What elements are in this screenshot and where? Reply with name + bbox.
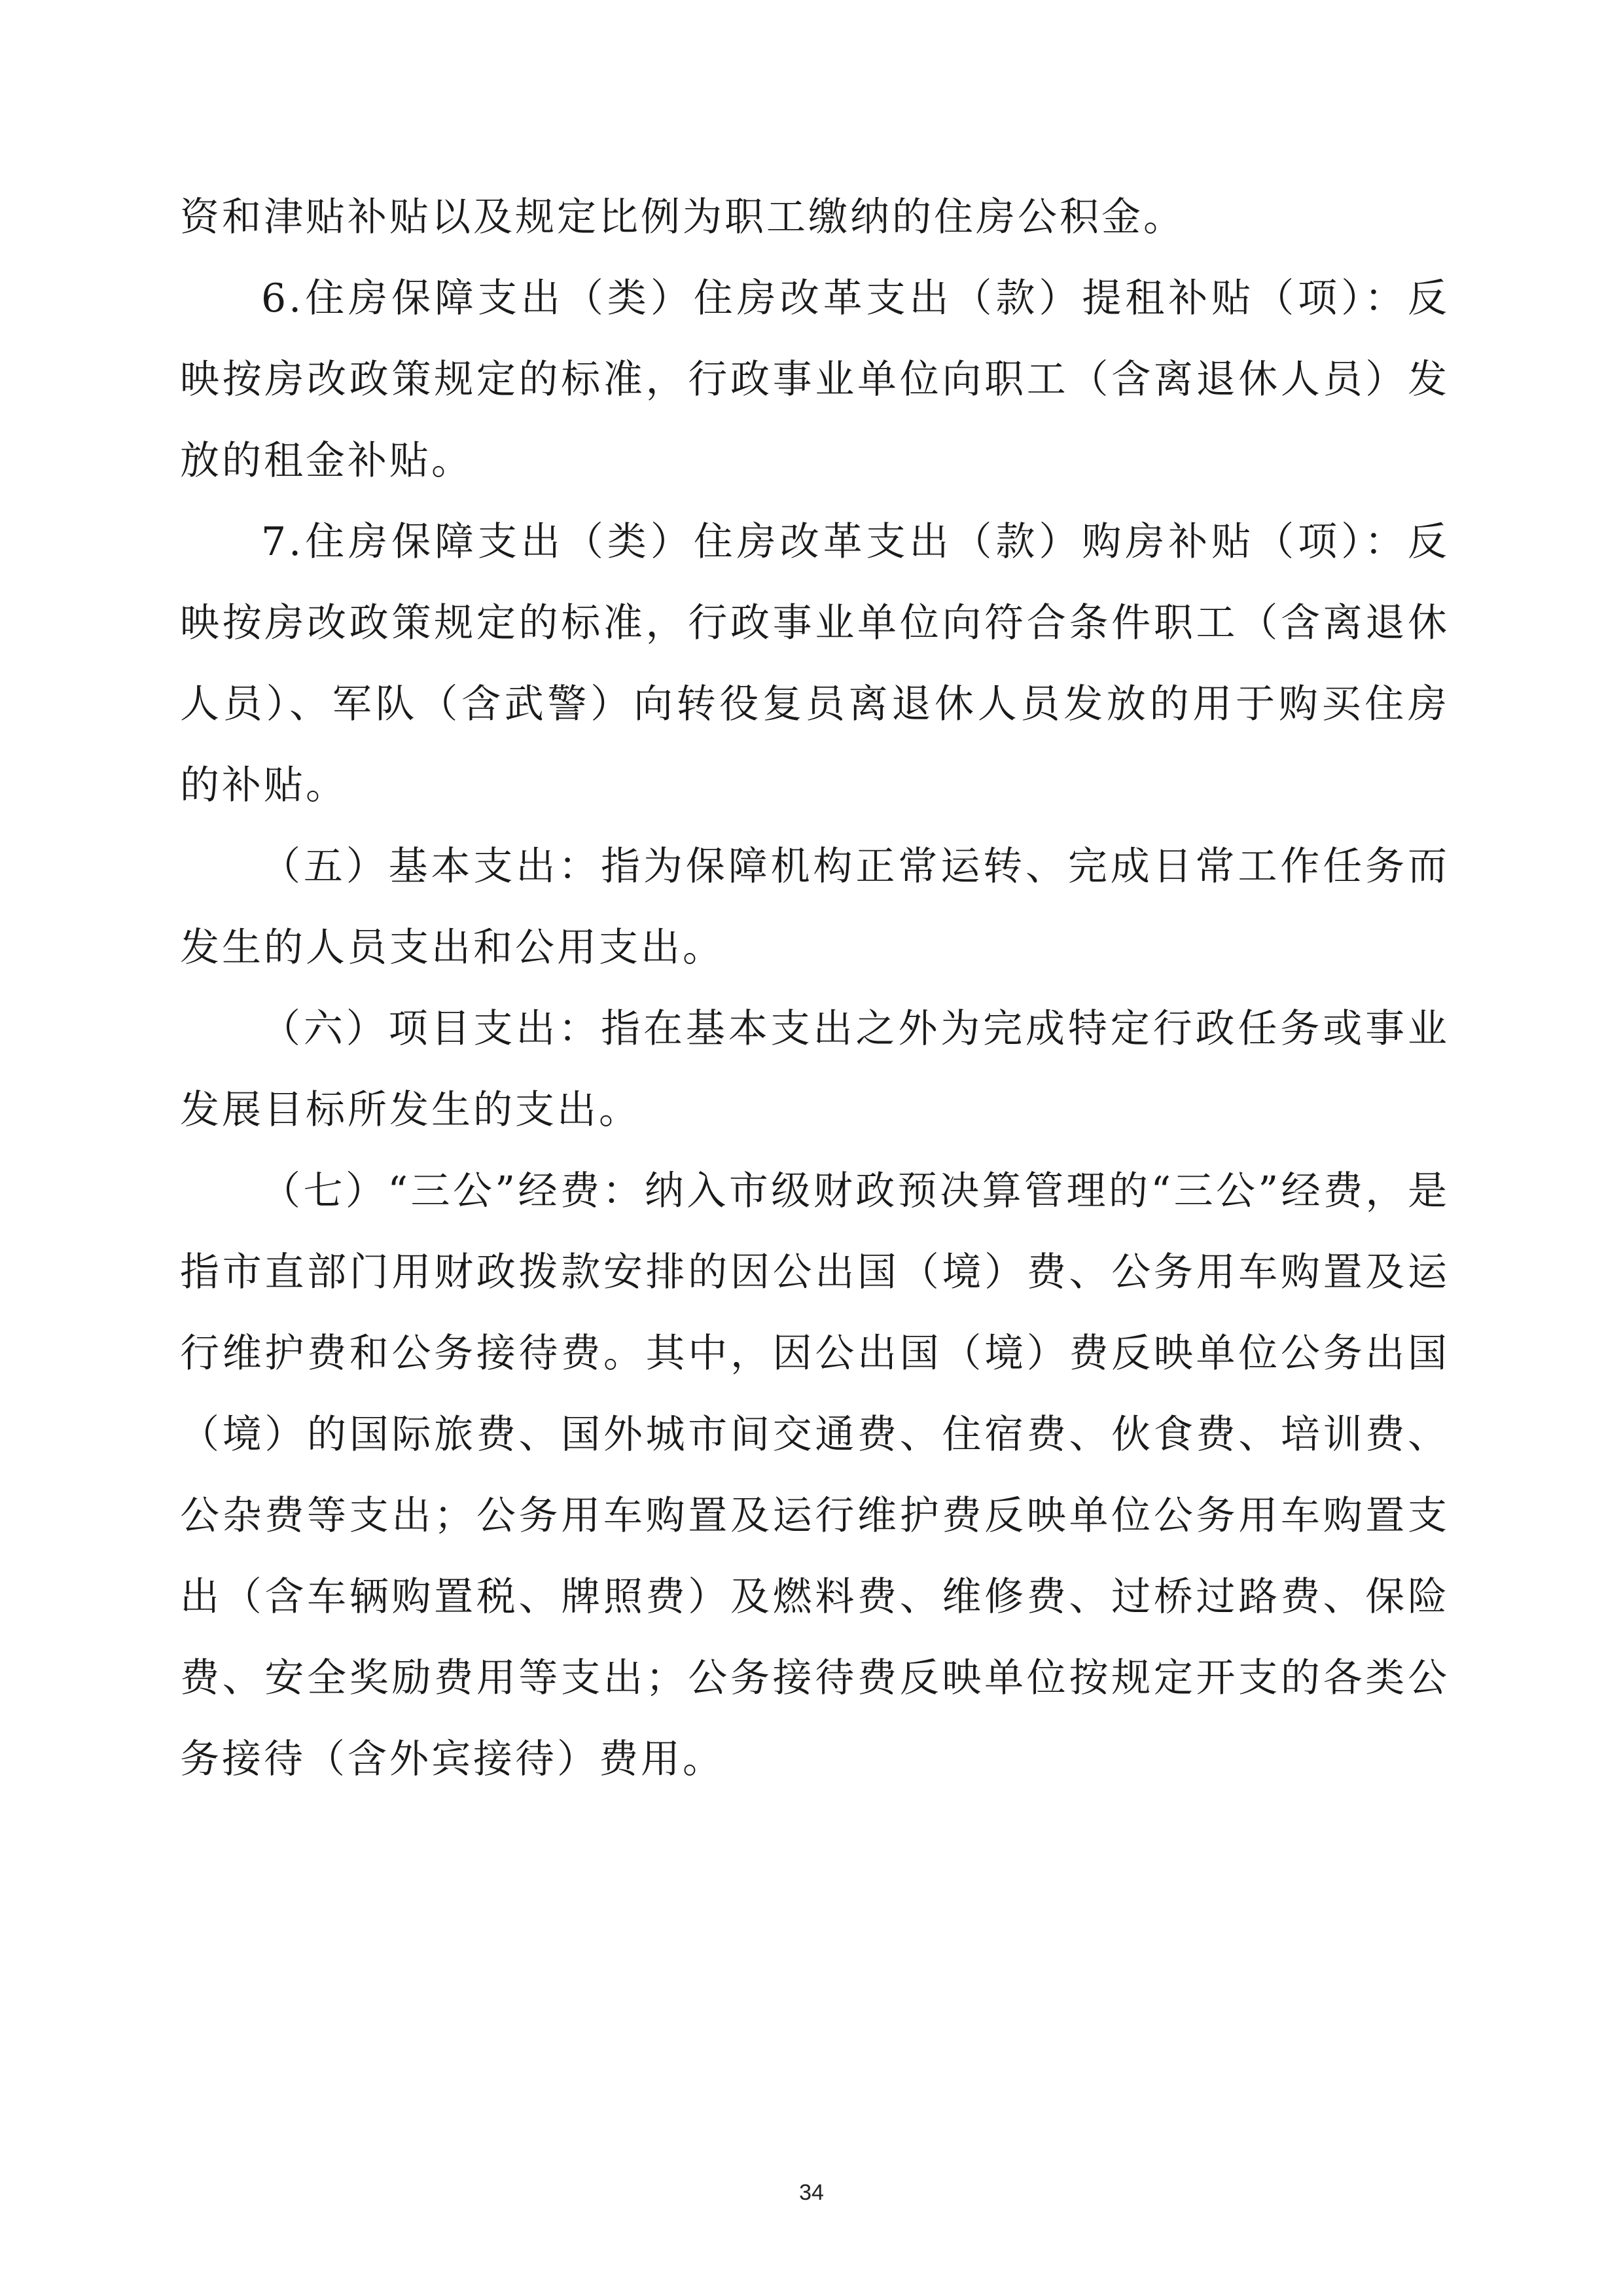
document-body: [180, 177, 1450, 1800]
page-number: 34: [799, 2180, 824, 2205]
paragraph-continuation: 资和津贴补贴以及规定比例为职工缴纳的住房公积金。: [180, 194, 1185, 240]
paragraph-item-6-rent-subsidy: 6.住房保障支出（类）住房改革支出（款）提租补贴（项）：反映按房改政策规定的标准，行政事业单位向职工（含离退休人员）发放的租金补贴。: [180, 276, 1450, 484]
paragraph-item-7-housing-purchase-subsidy: 7.住房保障支出（类）住房改革支出（款）购房补贴（项）：反映按房改政策规定的标准，行政事业单位向符合条件职工（含离退休人员）、军队（含武警）向转役复员离退休人员发放的用于购买住房的补贴。: [180, 519, 1450, 808]
paragraph-three-public-expenses: （七）“三公”经费：纳入市级财政预决算管理的“三公”经费，是指市直部门用财政拨款安排的因公出国（境）费、公务用车购置及运行维护费和公务接待费。其中，因公出国（境）费反映单位公务出国（境）的国际旅费、国外城市间交通费、住宿费、伙食费、培训费、公杂费等支出；公务用车购置及运行维护费反映单位公务用车购置支出（含车辆购置税、牌照费）及燃料费、维修费、过桥过路费、保险费、安全奖励费用等支出；公务接待费反映单位按规定开支的各类公务接待（含外宾接待）费用。: [180, 1168, 1450, 1782]
paragraph-project-expenditure: （六）项目支出：指在基本支出之外为完成特定行政任务或事业发展目标所发生的支出。: [180, 1006, 1450, 1133]
paragraph-basic-expenditure: （五）基本支出：指为保障机构正常运转、完成日常工作任务而发生的人员支出和公用支出。: [180, 844, 1450, 971]
